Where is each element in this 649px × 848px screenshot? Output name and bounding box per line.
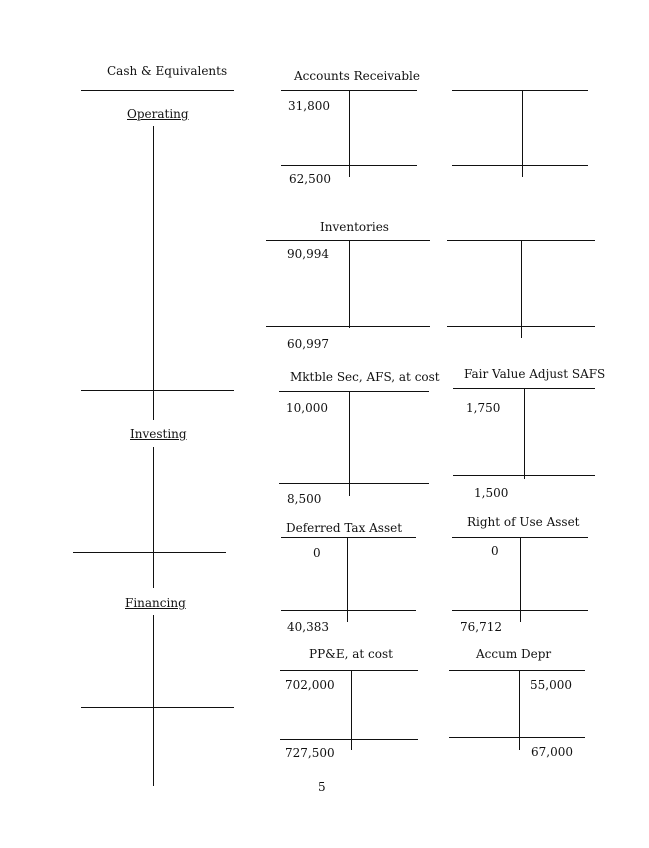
t-account-stem bbox=[521, 240, 522, 338]
t-account-total-rule bbox=[449, 737, 585, 738]
debit-top-value: 0 bbox=[491, 544, 499, 558]
account-title: Accum Depr bbox=[476, 647, 552, 661]
t-account-total-rule bbox=[281, 610, 416, 611]
debit-bottom-value: 76,712 bbox=[460, 620, 502, 634]
debit-bottom-value: 62,500 bbox=[289, 172, 331, 186]
account-title: Fair Value Adjust SAFS bbox=[464, 367, 606, 381]
account-title: Inventories bbox=[320, 220, 389, 234]
account-title: Mktble Sec, AFS, at cost bbox=[290, 370, 440, 384]
t-account-top-rule bbox=[279, 391, 429, 392]
investing-label: Investing bbox=[130, 427, 187, 441]
t-account-total-rule bbox=[452, 610, 588, 611]
debit-top-value: 0 bbox=[313, 546, 321, 560]
debit-bottom-value: 727,500 bbox=[285, 746, 335, 760]
t-account-stem bbox=[349, 90, 350, 177]
page-number: 5 bbox=[318, 780, 326, 794]
cash-top-rule bbox=[81, 90, 234, 91]
t-account-total-rule bbox=[280, 739, 418, 740]
t-account-stem bbox=[522, 90, 523, 177]
credit-top-value: 55,000 bbox=[530, 678, 572, 692]
t-account-total-rule bbox=[453, 475, 595, 476]
t-account-top-rule bbox=[266, 240, 430, 241]
t-account-top-rule bbox=[452, 90, 588, 91]
t-account-total-rule bbox=[452, 165, 588, 166]
investing-total-rule bbox=[73, 552, 226, 553]
cash-title: Cash & Equivalents bbox=[107, 64, 228, 78]
debit-bottom-value: 1,500 bbox=[474, 486, 509, 500]
cash-investing-stem bbox=[153, 447, 154, 588]
debit-top-value: 31,800 bbox=[288, 99, 330, 113]
account-title: PP&E, at cost bbox=[309, 647, 393, 661]
t-account-total-rule bbox=[266, 326, 430, 327]
debit-top-value: 702,000 bbox=[285, 678, 335, 692]
debit-bottom-value: 8,500 bbox=[287, 492, 322, 506]
debit-top-value: 1,750 bbox=[466, 401, 501, 415]
account-title: Deferred Tax Asset bbox=[286, 521, 403, 535]
t-account-total-rule bbox=[447, 326, 595, 327]
credit-bottom-value: 67,000 bbox=[531, 745, 573, 759]
account-title: Right of Use Asset bbox=[467, 515, 580, 529]
t-account-stem bbox=[349, 240, 350, 328]
t-account-stem bbox=[519, 670, 520, 750]
operating-total-rule bbox=[81, 390, 234, 391]
account-title: Accounts Receivable bbox=[294, 69, 420, 83]
t-account-stem bbox=[351, 670, 352, 750]
t-account-top-rule bbox=[280, 670, 418, 671]
financing-label: Financing bbox=[125, 596, 186, 610]
t-account-top-rule bbox=[449, 670, 585, 671]
cash-financing-stem bbox=[153, 615, 154, 786]
t-account-stem bbox=[524, 388, 525, 479]
t-account-stem bbox=[349, 391, 350, 496]
t-account-total-rule bbox=[281, 165, 417, 166]
debit-top-value: 90,994 bbox=[287, 247, 329, 261]
cash-operating-stem bbox=[153, 126, 154, 420]
t-account-total-rule bbox=[279, 483, 429, 484]
debit-bottom-value: 40,383 bbox=[287, 620, 329, 634]
debit-bottom-value: 60,997 bbox=[287, 337, 329, 351]
financing-total-rule bbox=[81, 707, 234, 708]
t-account-top-rule bbox=[281, 537, 416, 538]
operating-label: Operating bbox=[127, 107, 189, 121]
debit-top-value: 10,000 bbox=[286, 401, 328, 415]
